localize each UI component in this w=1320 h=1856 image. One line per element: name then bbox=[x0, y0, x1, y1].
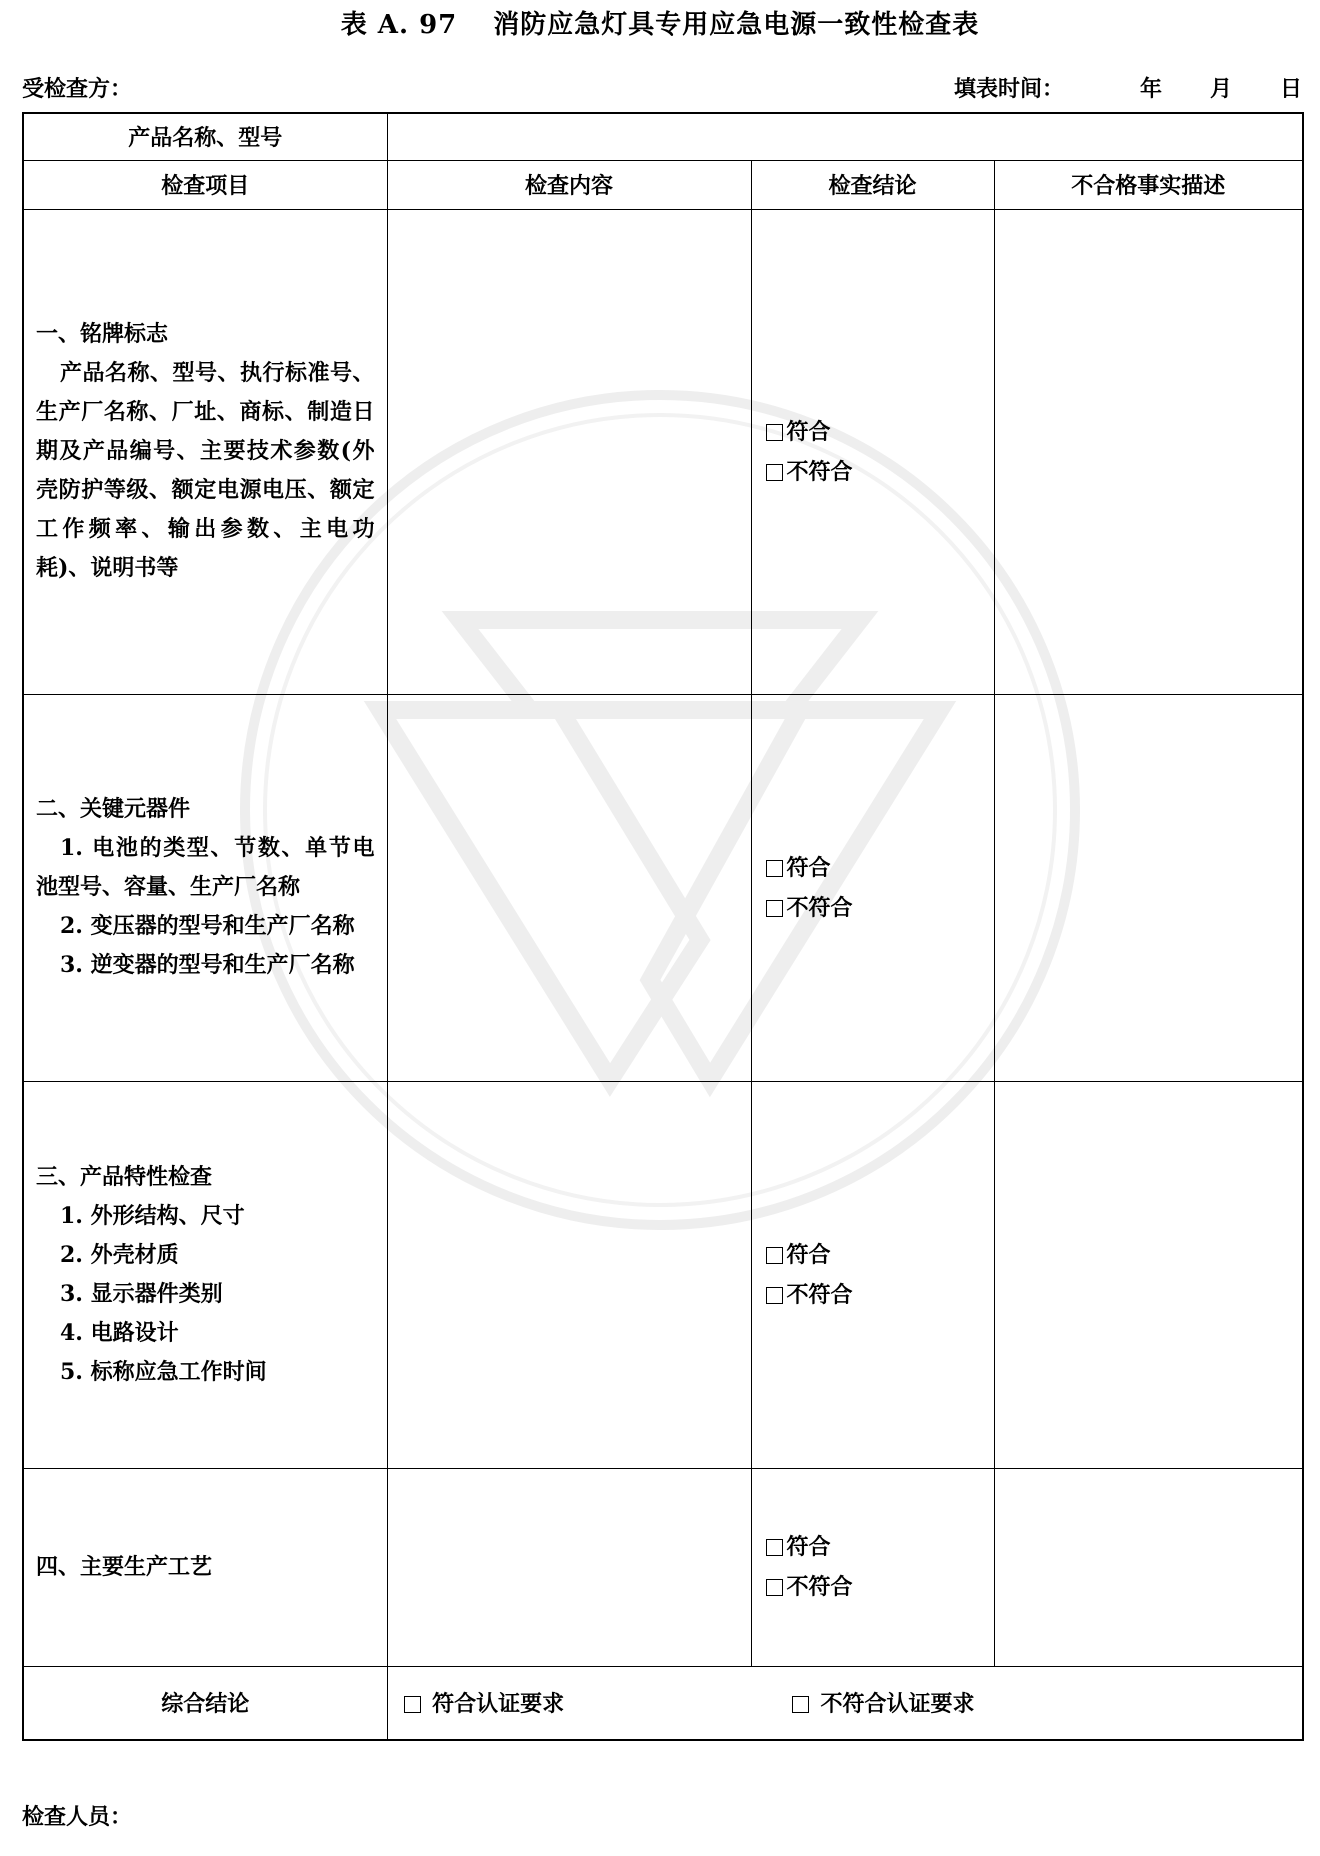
nonconformity-description-field[interactable] bbox=[994, 1468, 1303, 1666]
checkbox-icon[interactable] bbox=[766, 424, 783, 441]
nonconform-option[interactable]: 不符合 bbox=[766, 1567, 994, 1607]
product-value-field[interactable] bbox=[387, 113, 1303, 160]
column-header-item: 检查项目 bbox=[23, 160, 387, 209]
checkbox-icon[interactable] bbox=[404, 1696, 421, 1713]
inspected-party-label: 受检查方： bbox=[22, 76, 133, 102]
column-header-row bbox=[23, 160, 1303, 209]
table-number: 表 A. 97 bbox=[340, 10, 458, 40]
inspection-content-field[interactable] bbox=[387, 1468, 751, 1666]
item-line: 4. 电路设计 bbox=[60, 1319, 179, 1346]
verdict-cell bbox=[751, 1081, 994, 1468]
checkbox-icon[interactable] bbox=[766, 1287, 783, 1304]
item-heading: 一、铭牌标志 bbox=[36, 321, 169, 347]
month-label: 月 bbox=[1209, 76, 1232, 102]
checkbox-icon[interactable] bbox=[766, 464, 783, 481]
year-label: 年 bbox=[1139, 76, 1162, 102]
conform-option[interactable]: 符合 bbox=[766, 848, 994, 888]
nonconformity-description-field[interactable] bbox=[994, 209, 1303, 694]
item-line: 2. 外壳材质 bbox=[60, 1241, 179, 1268]
item-description: 产品名称、型号、执行标准号、生产厂名称、厂址、商标、制造日期及产品编号、主要技术参数(外壳防护等级、额定电源电压、额定工作频率、输出参数、主电功耗)、说明书等 bbox=[36, 360, 375, 581]
item-line: 1. 电池的类型、节数、单节电池型号、容量、生产厂名称 bbox=[36, 835, 375, 900]
table-row bbox=[23, 1468, 1303, 1666]
nonconformity-description-field[interactable] bbox=[994, 694, 1303, 1081]
nonconform-option[interactable]: 不符合 bbox=[766, 1275, 994, 1315]
fill-time-label: 填表时间： bbox=[953, 76, 1064, 102]
fails-requirements-option[interactable]: 不符合认证要求 bbox=[792, 1687, 975, 1718]
column-header-verdict: 检查结论 bbox=[751, 160, 994, 209]
item-line: 3. 显示器件类别 bbox=[60, 1280, 223, 1307]
product-label: 产品名称、型号 bbox=[23, 113, 387, 160]
document-title bbox=[0, 4, 1320, 41]
day-label: 日 bbox=[1279, 76, 1302, 102]
item-heading: 二、关键元器件 bbox=[36, 796, 191, 822]
item-line: 5. 标称应急工作时间 bbox=[60, 1358, 267, 1385]
checkbox-icon[interactable] bbox=[766, 1579, 783, 1596]
inspection-content-field[interactable] bbox=[387, 209, 751, 694]
inspection-item bbox=[23, 1468, 387, 1666]
summary-label: 综合结论 bbox=[23, 1666, 387, 1740]
item-heading: 四、主要生产工艺 bbox=[36, 1553, 213, 1580]
verdict-cell bbox=[751, 1468, 994, 1666]
checkbox-icon[interactable] bbox=[766, 900, 783, 917]
inspection-table bbox=[22, 112, 1304, 1741]
inspection-content-field[interactable] bbox=[387, 694, 751, 1081]
meets-requirements-option[interactable]: 符合认证要求 bbox=[404, 1687, 565, 1718]
conform-option[interactable]: 符合 bbox=[766, 1527, 994, 1567]
summary-options bbox=[387, 1666, 1303, 1740]
conform-option[interactable]: 符合 bbox=[766, 412, 994, 452]
verdict-cell bbox=[751, 694, 994, 1081]
verdict-cell bbox=[751, 209, 994, 694]
column-header-content: 检查内容 bbox=[387, 160, 751, 209]
table-title-text: 消防应急灯具专用应急电源一致性检查表 bbox=[493, 10, 980, 40]
inspection-item bbox=[23, 1081, 387, 1468]
nonconform-option[interactable]: 不符合 bbox=[766, 888, 994, 928]
item-heading: 三、产品特性检查 bbox=[36, 1163, 213, 1190]
nonconform-option[interactable]: 不符合 bbox=[766, 452, 994, 492]
table-row bbox=[23, 209, 1303, 694]
item-line: 1. 外形结构、尺寸 bbox=[60, 1202, 245, 1229]
product-row bbox=[23, 113, 1303, 160]
table-row bbox=[23, 694, 1303, 1081]
column-header-nonconformity: 不合格事实描述 bbox=[994, 160, 1303, 209]
checkbox-icon[interactable] bbox=[766, 1247, 783, 1264]
inspection-content-field[interactable] bbox=[387, 1081, 751, 1468]
inspection-item bbox=[23, 209, 387, 694]
header-row bbox=[22, 72, 1302, 108]
checkbox-icon[interactable] bbox=[766, 860, 783, 877]
table-row bbox=[23, 1081, 1303, 1468]
conform-option[interactable]: 符合 bbox=[766, 1235, 994, 1275]
nonconformity-description-field[interactable] bbox=[994, 1081, 1303, 1468]
summary-row bbox=[23, 1666, 1303, 1740]
item-line: 3. 逆变器的型号和生产厂名称 bbox=[60, 952, 355, 978]
checkbox-icon[interactable] bbox=[792, 1696, 809, 1713]
fill-time bbox=[954, 72, 1302, 103]
checkbox-icon[interactable] bbox=[766, 1539, 783, 1556]
item-line: 2. 变压器的型号和生产厂名称 bbox=[60, 913, 355, 939]
inspector-label: 检查人员： bbox=[22, 1804, 133, 1830]
inspection-item bbox=[23, 694, 387, 1081]
